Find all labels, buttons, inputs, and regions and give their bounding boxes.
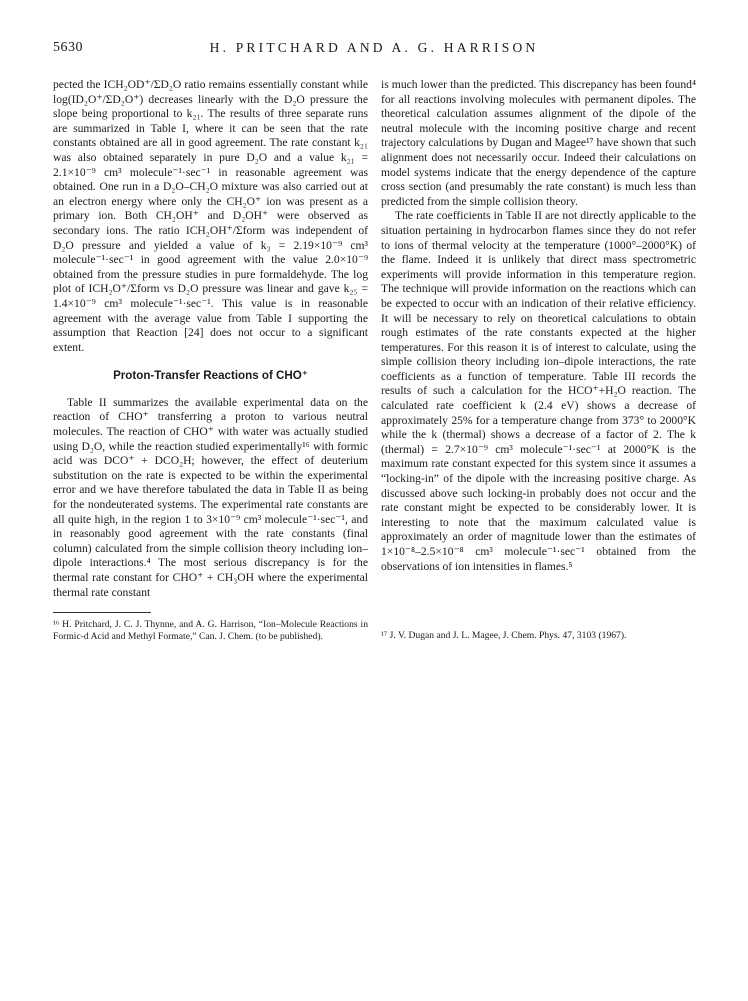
right-column (381, 78, 696, 642)
body-paragraph: Table II summarizes the available experimental data on the reaction of CHO⁺ transferring a proton to various neutral molecules. The reaction of CHO⁺ with water was actually studied using D₂O, while the reaction studied experimentally¹⁶ with formic acid was DCO⁺ + DCO₂H; however, the effect of deuterium substitution on the rate is expected to be within the experimental error and we have therefore tabulated the data in Table II as being for the nondeuterated systems. The experimental rate constants are all quite high, in the region 1 to 3×10⁻⁹ cm³ molecule⁻¹·sec⁻¹, and in reasonably good agreement with the rate constants (final column) calculated from the simple collision theory including ion–dipole interactions.⁴ The most serious discrepancy is for the thermal rate constant for CHO⁺ + CH₃OH where the experimental thermal rate constant (53, 395, 368, 599)
footnote-16: ¹⁶ H. Pritchard, J. C. J. Thynne, and A. G. Harrison, “Ion–Molecule Reactions in Formic-d Acid and Methyl Formate,” Can. J. Chem. (to be published). (53, 619, 368, 643)
left-column (53, 78, 368, 643)
body-paragraph: The rate coefficients in Table II are not directly applicable to the situation pertaining in hydrocarbon flames since they do not refer to ions of thermal velocity at the temperature (1000°–2000°K) of the flame. Indeed it is unlikely that direct mass spectrometric experiments will provide information in this temperature region. The technique will provide information on the reactions which can be expected to occur with an indication of their relative efficiency. It will be necessary to rely on theoretical calculations to obtain rough estimates of the rate constants expected at the higher temperatures. For this reason it is of interest to calculate, using the simple collision theory including ion–dipole interactions, the rate coefficients as a function of temperature. Table III records the results of such a calculation for the HCO⁺+H₂O reaction. The calculated rate coefficient k (2.4 eV) shows a decrease of approximately 25% for a temperature change from 373° to 2000°K while the k (thermal) shows a decrease of a factor of 2. The k (thermal) = 2.7×10⁻⁹ cm³ molecule⁻¹·sec⁻¹ at 2000°K is the maximum rate constant expected for this system since it assumes a “locking-in” of the dipole with the increasing positive charge. As discussed above such locking-in probably does not occur and the rate constant might be expected to be considerably lower. It is interesting to note that the maximum calculated value is approximately an order of magnitude lower than the estimates of 1×10⁻⁸–2.5×10⁻⁸ cm³ molecule⁻¹·sec⁻¹ obtained from the observations of ion intensities in flames.⁵ (381, 209, 696, 573)
footnote-17: ¹⁷ J. V. Dugan and J. L. Magee, J. Chem. Phys. 47, 3103 (1967). (381, 630, 627, 642)
section-heading: Proton-Transfer Reactions of CHO⁺ (113, 369, 308, 383)
running-head: H. PRITCHARD AND A. G. HARRISON (209, 40, 539, 55)
body-paragraph: is much lower than the predicted. This discrepancy has been found⁴ for all reactions involving molecules with permanent dipoles. The theoretical calculation assumes alignment of the dipole of the neutral molecule with the incoming positive charge and recent trajectory calculations by Dugan and Magee¹⁷ have shown that such alignment does not necessarily occur. Indeed their calculations on model systems indicate that the energy dependence of the capture cross section (and presumably the rate constant) is much less than predicted from the simple collision theory. (381, 78, 696, 208)
footnote-rule (53, 612, 151, 613)
page-number: 5630 (53, 40, 83, 55)
body-paragraph: pected the ICH₂OD⁺/ΣD₂O ratio remains essentially constant while log(ID₂O⁺/ΣD₂O⁺) decreases linearly with the D₂O pressure the slope being proportional to k₂₁. The results of three separate runs are summarized in Table I, where it can be seen that the rate constants obtained are all in good agreement. The rate constant k₂₁ was also obtained separately in pure D₂O and a value k₂₁ = 2.1×10⁻⁹ cm³ molecule⁻¹·sec⁻¹ in reasonable agreement was obtained. One run in a D₂O–CH₂O mixture was also carried out at an electron energy where only the CH₂O⁺ ion was present as a primary ion. Both CH₂OH⁺ and D₂OH⁺ were observed as secondary ions. The ratio ICH₂OH⁺/Σform was independent of D₂O pressure and yielded a value of k₃ = 2.19×10⁻⁹ cm³ molecule⁻¹·sec⁻¹ in good agreement with the value 2.0×10⁻⁹ obtained from the pressure studies in pure formaldehyde. The log plot of ICH₂O⁺/Σform vs D₂O pressure was linear and gave k₂₅ = 1.4×10⁻⁹ cm³ molecule⁻¹·sec⁻¹. This value is in reasonable agreement with the average value from Table I supporting the assumption that Reaction [24] does not occur to a significant extent. (53, 78, 368, 354)
